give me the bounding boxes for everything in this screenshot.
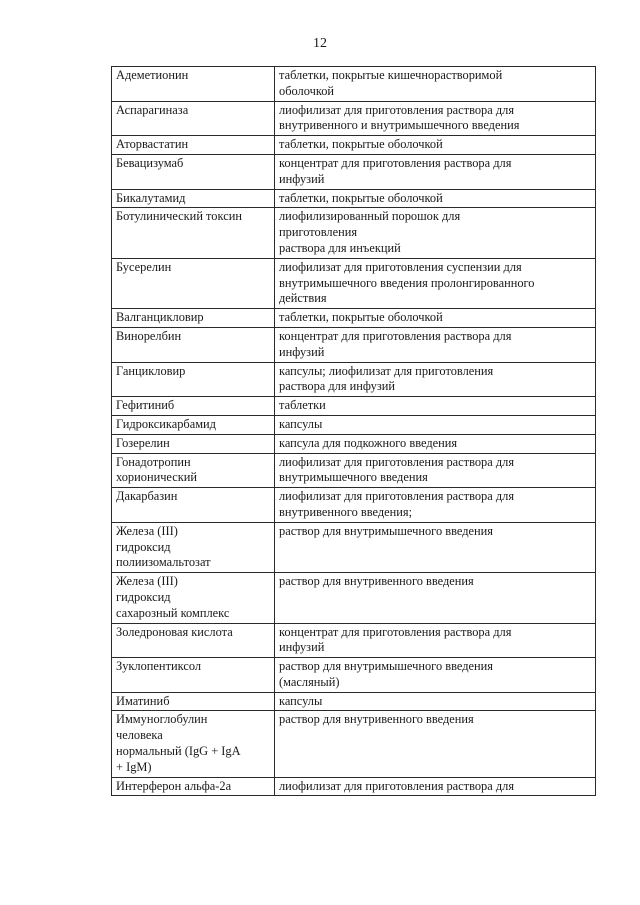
dosage-form-cell: капсулы — [275, 692, 596, 711]
table-row — [112, 309, 596, 328]
table-row — [112, 434, 596, 453]
drug-name-cell: Винорелбин — [112, 327, 275, 362]
dosage-form-cell: таблетки, покрытые оболочкой — [275, 309, 596, 328]
table-row — [112, 658, 596, 693]
table-row — [112, 711, 596, 777]
table-row — [112, 362, 596, 397]
drug-name-cell: Зуклопентиксол — [112, 658, 275, 693]
dosage-form-cell: лиофилизат для приготовления раствора для — [275, 777, 596, 796]
dosage-form-cell: раствор для внутримышечного введения (масляный) — [275, 658, 596, 693]
table-row — [112, 573, 596, 623]
table-row — [112, 258, 596, 308]
drug-name-cell: Интерферон альфа-2а — [112, 777, 275, 796]
drug-name-cell: Гефитиниб — [112, 397, 275, 416]
drug-name-cell: Железа (III) гидроксид сахарозный комплекс — [112, 573, 275, 623]
table-row — [112, 101, 596, 136]
dosage-form-cell: лиофилизат для приготовления раствора для внутримышечного введения — [275, 453, 596, 488]
dosage-form-cell: таблетки, покрытые кишечнорастворимой оболочкой — [275, 67, 596, 102]
dosage-form-cell: концентрат для приготовления раствора для инфузий — [275, 623, 596, 658]
drug-name-cell: Гозерелин — [112, 434, 275, 453]
drug-name-cell: Бусерелин — [112, 258, 275, 308]
dosage-form-cell: капсулы — [275, 415, 596, 434]
dosage-form-cell: концентрат для приготовления раствора для инфузий — [275, 327, 596, 362]
dosage-form-cell: раствор для внутривенного введения — [275, 711, 596, 777]
drug-name-cell: Железа (III) гидроксид полиизомальтозат — [112, 522, 275, 572]
dosage-form-cell: концентрат для приготовления раствора для инфузий — [275, 154, 596, 189]
drug-name-cell: Адеметионин — [112, 67, 275, 102]
drug-name-cell: Гидроксикарбамид — [112, 415, 275, 434]
dosage-form-cell: таблетки, покрытые оболочкой — [275, 136, 596, 155]
table-row — [112, 154, 596, 189]
drug-name-cell: Ганцикловир — [112, 362, 275, 397]
table-row — [112, 488, 596, 523]
table-row — [112, 692, 596, 711]
dosage-form-cell: лиофилизат для приготовления суспензии для внутримышечного введения пролонгированного действия — [275, 258, 596, 308]
table-row — [112, 327, 596, 362]
dosage-form-cell: капсула для подкожного введения — [275, 434, 596, 453]
drug-name-cell: Валганцикловир — [112, 309, 275, 328]
drug-name-cell: Аспарагиназа — [112, 101, 275, 136]
table-row — [112, 397, 596, 416]
dosage-form-cell: капсулы; лиофилизат для приготовления раствора для инфузий — [275, 362, 596, 397]
drug-name-cell: Аторвастатин — [112, 136, 275, 155]
page-number: 12 — [313, 36, 327, 51]
dosage-form-cell: таблетки — [275, 397, 596, 416]
dosage-form-cell: раствор для внутривенного введения — [275, 573, 596, 623]
table-row — [112, 415, 596, 434]
table-row — [112, 208, 596, 258]
drug-name-cell: Гонадотропин хорионический — [112, 453, 275, 488]
dosage-form-cell: раствор для внутримышечного введения — [275, 522, 596, 572]
drug-name-cell: Иматиниб — [112, 692, 275, 711]
dosage-form-cell: лиофилизат для приготовления раствора для внутривенного и внутримышечного введения — [275, 101, 596, 136]
drug-name-cell: Бикалутамид — [112, 189, 275, 208]
dosage-form-cell: лиофилизат для приготовления раствора для внутривенного введения; — [275, 488, 596, 523]
table-row — [112, 623, 596, 658]
table-row — [112, 67, 596, 102]
table-row — [112, 522, 596, 572]
drug-table — [111, 66, 596, 796]
table-row — [112, 189, 596, 208]
table-row — [112, 136, 596, 155]
dosage-form-cell: таблетки, покрытые оболочкой — [275, 189, 596, 208]
drug-name-cell: Бевацизумаб — [112, 154, 275, 189]
dosage-form-cell: лиофилизированный порошок для приготовления раствора для инъекций — [275, 208, 596, 258]
drug-name-cell: Иммуноглобулин человека нормальный (IgG + IgA + IgM) — [112, 711, 275, 777]
table-row — [112, 453, 596, 488]
drug-name-cell: Дакарбазин — [112, 488, 275, 523]
table-row — [112, 777, 596, 796]
drug-name-cell: Ботулинический токсин — [112, 208, 275, 258]
drug-name-cell: Золедроновая кислота — [112, 623, 275, 658]
